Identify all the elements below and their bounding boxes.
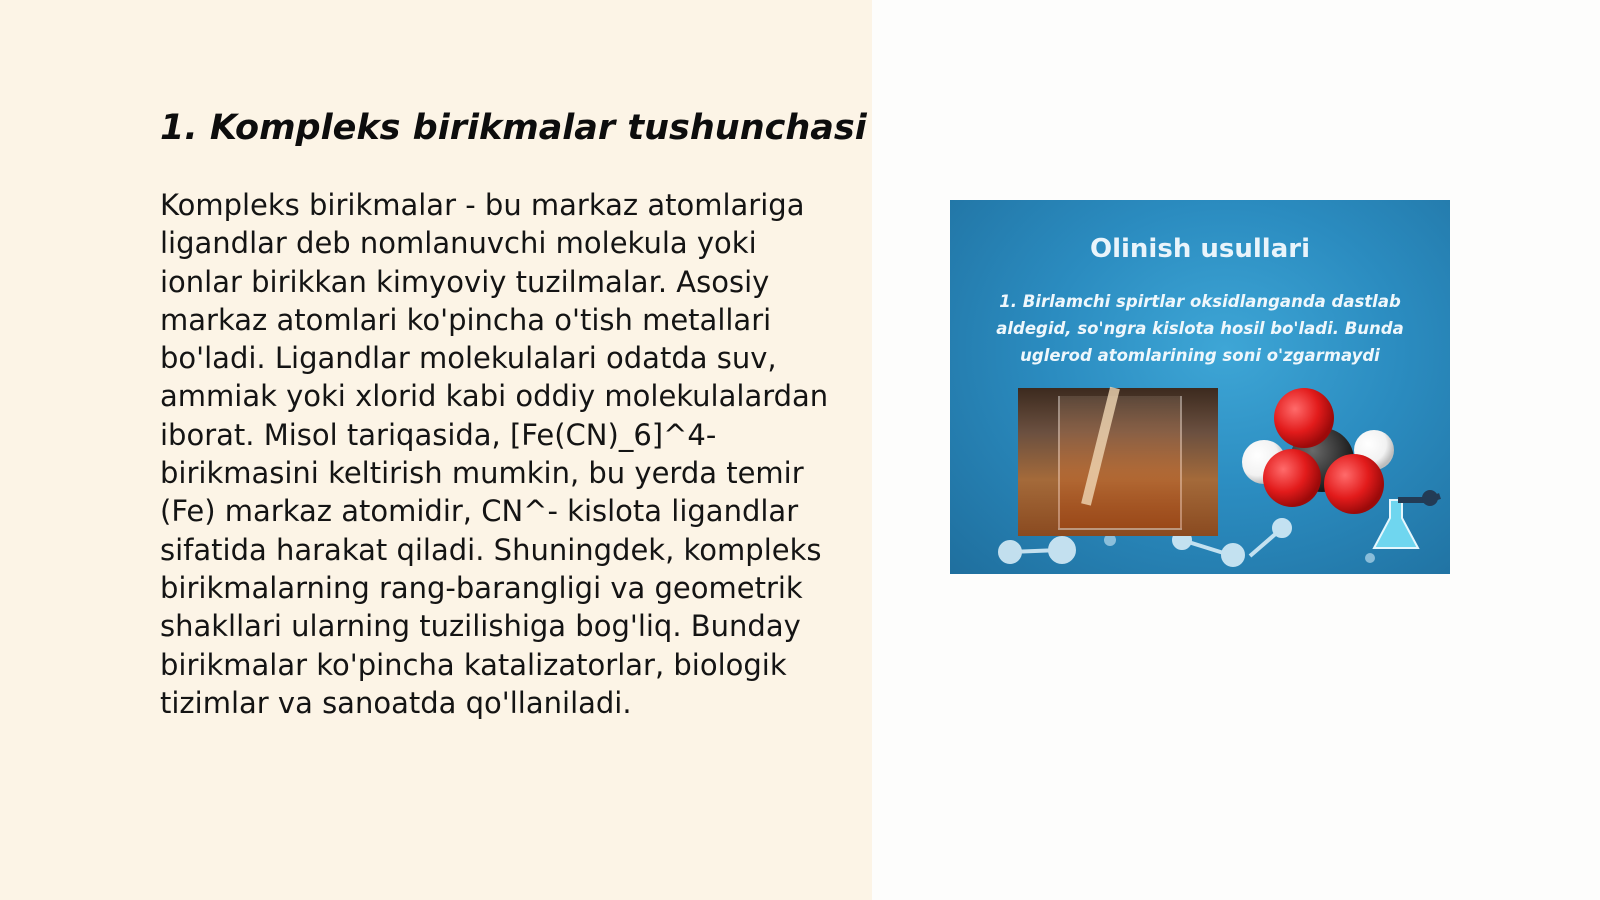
slide-title: 1. Kompleks birikmalar tushunchasi (160, 108, 867, 148)
oxygen-atom (1263, 449, 1321, 507)
carboxylic-acid-molecule-graphic (1234, 380, 1404, 530)
slide-body-text: Kompleks birikmalar - bu markaz atomlariga ligandlar deb nomlanuvchi molekula yoki ionlar birikkan kimyoviy tuzilmalar. Asosiy markaz atomlari ko'pincha o'tish metallari bo'ladi. Ligandlar molekulalari odatda suv, ammiak yoki xlorid kabi oddiy molekulalardan iborat. Misol tariqasida, [Fe(CN)_6]^4- birikmasini keltirish mumkin, bu yerda temir (Fe) markaz atomidir, CN^- kislota ligandlar sifatida harakat qiladi. Shuningdek, kompleks birikmalarning rang-barangligi va geometrik shakllari ularning tuzilishiga bog'liq. Bunday birikmalar ko'pincha katalizatorlar, biologik tizimlar va sanoatda qo'llaniladi. (160, 188, 829, 720)
illustration-caption: 1. Birlamchi spirtlar oksidlanganda dastlab aldegid, so'ngra kislota hosil bo'ladi. Bunda uglerod atomlarining soni o'zgarmaydi (996, 292, 1404, 365)
oxygen-atom (1324, 454, 1384, 514)
oxygen-atom (1274, 388, 1334, 448)
illustration-image (950, 200, 1450, 574)
beaker-glass (1058, 396, 1182, 530)
beaker-photo (1018, 388, 1218, 536)
illustration-title: Olinish usullari (1090, 234, 1310, 264)
